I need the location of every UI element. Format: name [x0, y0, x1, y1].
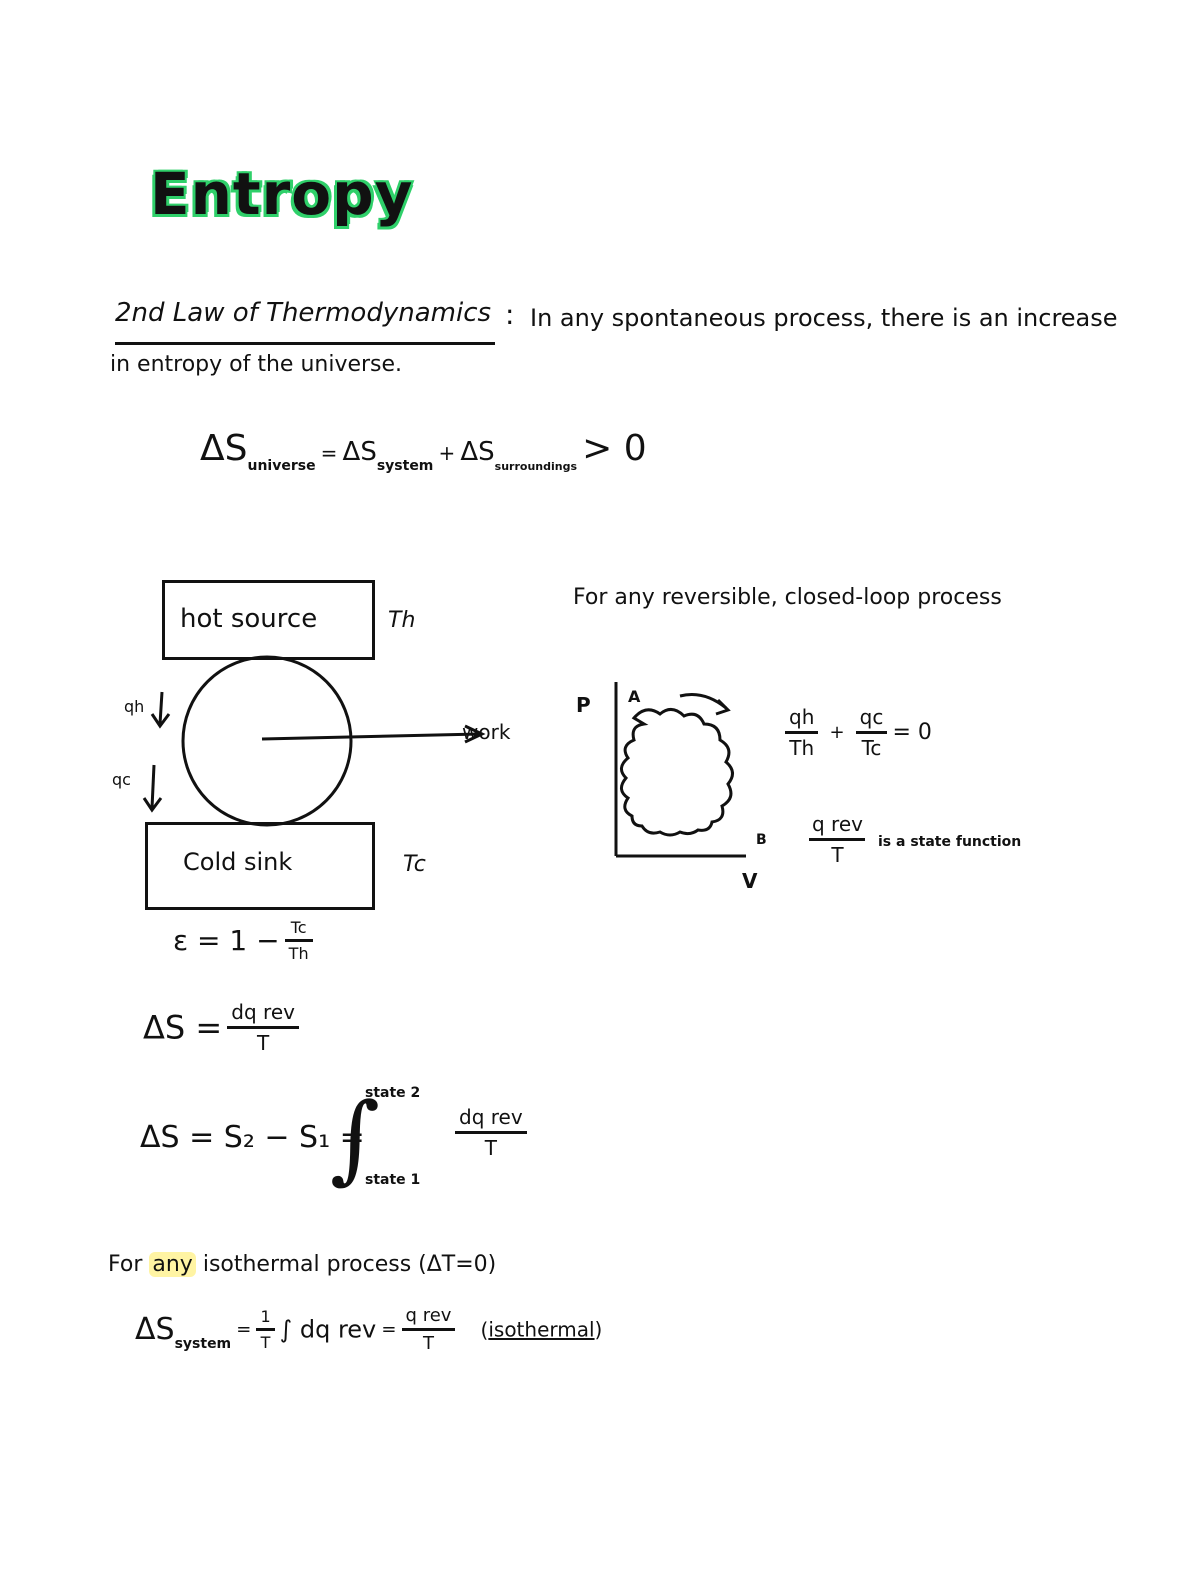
engine-circle [183, 657, 351, 825]
greater-than-zero: > 0 [582, 428, 647, 469]
pv-diagram [570, 670, 780, 900]
plus-sign: + [438, 441, 456, 465]
efficiency-equation: ε = 1 − $\frac{Tc}{Th}$ [173, 918, 313, 963]
efficiency-fraction: $\frac{Tc}{Th}$ [285, 918, 313, 963]
law-statement-line2: in entropy of the universe. [110, 352, 403, 377]
second-law-equation: ΔSuniverse = ΔSsystem + $\Delta S_{surroundings} > 0$ [200, 428, 647, 474]
cycle-equation: $\frac{qh}{Th}$ + $\frac{qc}{Tc}$ = 0 [785, 705, 932, 760]
law-name: 2nd Law of Thermodynamics [115, 298, 492, 328]
integral-lower-limit: state 1 [365, 1172, 421, 1188]
reversible-heading: For any reversible, closed-loop process [573, 585, 1002, 610]
work-label: work [462, 720, 511, 744]
isothermal-tag: isothermal [488, 1317, 595, 1342]
cycle-loop [621, 709, 732, 835]
v-axis-label: V [742, 869, 758, 893]
tc-label: Tc [403, 852, 426, 877]
delta-s-surroundings: ΔS [460, 437, 495, 467]
integral-sign: ∫ [330, 1082, 381, 1194]
law-statement-line1: In any spontaneous process, there is an increase [530, 304, 1118, 332]
state-function-equation: $\frac{\text{q rev}}{T}$ [808, 812, 867, 867]
hot-source-label: hot source [180, 604, 318, 634]
entropy-integral-lhs: ΔS = S₂ − S₁ = [140, 1120, 365, 1155]
highlighted-word: any [149, 1252, 195, 1277]
integral-fraction: $\frac{\text{dq rev}}{T}$ [455, 1105, 527, 1160]
th-label: Th [388, 608, 416, 633]
qh-arrow-shaft [160, 692, 162, 724]
entropy-fraction: $\frac{\text{dq rev}}{T}$ [227, 1000, 299, 1055]
equals-sign: = [320, 441, 338, 465]
page-title: Entropy [150, 160, 414, 228]
point-a-label: A [628, 687, 641, 706]
law-underline [115, 342, 495, 345]
work-arrow-shaft [262, 734, 480, 739]
entropy-definition: ΔS = $\frac{\text{dq rev}}{T}$ [143, 1000, 299, 1055]
p-axis-label: P [576, 693, 591, 717]
delta-s-system: ΔS [342, 437, 377, 467]
cold-sink-label: Cold sink [183, 848, 293, 876]
point-b-label: B [756, 832, 767, 848]
integral-upper-limit: state 2 [365, 1085, 421, 1101]
qh-label: qh [124, 697, 145, 716]
qc-label: qc [112, 770, 131, 789]
isothermal-equation: ΔSsystem = $\frac{1}{T}$ ∫ dq rev = $\frac{\text{q rev}}{T}$ (isothermal) [135, 1305, 603, 1354]
law-colon: : [505, 298, 515, 331]
isothermal-heading: For any isothermal process (ΔT=0) [108, 1252, 497, 1277]
state-function-text: is a state function [878, 834, 1022, 850]
qc-arrow-shaft [152, 765, 154, 808]
delta-s-universe: ΔS [200, 428, 248, 469]
